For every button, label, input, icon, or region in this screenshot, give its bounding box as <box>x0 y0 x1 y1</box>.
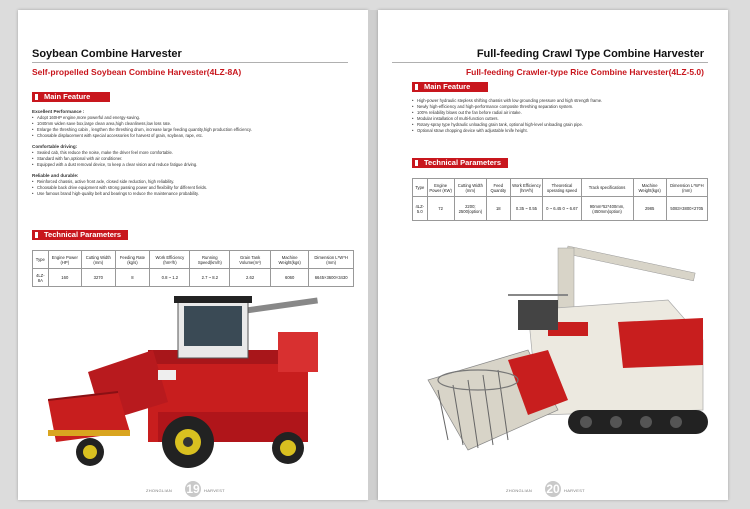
table-header-cell: Type <box>33 251 49 269</box>
table-cell: 0 ~ 6.45 0 ~ 6.67 <box>543 197 581 221</box>
table-header-cell: Theoretical operating speed <box>543 179 581 197</box>
technical-parameters-label: Technical Parameters <box>424 158 501 167</box>
feature-item: • Standard with fan,optional with air conditioner. <box>32 156 352 162</box>
table-cell: 0.35 ~ 0.55 <box>510 197 543 221</box>
table-cell: 90mm*52*400mm, (450mm(option) <box>581 197 633 221</box>
table-cell: 0.8 ~ 1.2 <box>150 269 190 287</box>
technical-parameters-header <box>32 230 128 240</box>
table-header-cell: Cutting Width (mm) <box>454 179 486 197</box>
feature-item: • Adopt 160HP engine,more powerful and energy-saving. <box>32 115 352 121</box>
brand-name: ZHONGLIAN <box>146 488 173 493</box>
table-header-cell: Dimension L*W*H (mm) <box>666 179 707 197</box>
page-subtitle: Self-propelled Soybean Combine Harvester(4LZ-8A) <box>32 67 242 77</box>
page-subtitle: Full-feeding Crawler-type Rice Combine Harvester(4LZ-5.0) <box>465 67 704 77</box>
section-marker-icon <box>35 232 38 238</box>
feature-item: • Newly high-efficiency and high-performance composite threshing separation system. <box>412 104 712 110</box>
main-feature-label: Main Feature <box>44 92 91 101</box>
table-header-cell: Dimension L*W*H (mm) <box>309 251 354 269</box>
table-header-cell: Engine Power (KW) <box>427 179 454 197</box>
binding-gap <box>368 10 378 500</box>
table-header-cell: Track specifications <box>581 179 633 197</box>
feature-item: • Equipped with a dust removal device, to keep a clear vision and reduce fatigue driving. <box>32 162 352 168</box>
table-cell: 2.62 <box>230 269 271 287</box>
spec-table <box>32 250 354 287</box>
table-cell: 2200; 2500(option) <box>454 197 486 221</box>
crawler-combine-harvester-image <box>418 240 718 460</box>
section-marker-icon <box>415 84 418 90</box>
feature-item: • 100% reliability blows out the fan before radial air intake. <box>412 110 712 116</box>
table-cell: 2985 <box>633 197 666 221</box>
table-cell: 2.7 ~ 8.2 <box>190 269 230 287</box>
main-feature-header <box>32 92 110 102</box>
table-header-cell: Cutting Width (mm) <box>82 251 116 269</box>
table-cell: 8 <box>115 269 150 287</box>
feature-list <box>412 98 712 134</box>
feature-item: • Choosable back drive equipment with strong passing power and flexibility for different fields. <box>32 185 352 191</box>
feature-list <box>32 108 352 197</box>
brand-footer <box>506 488 532 493</box>
brand-name: ZHONGLIAN <box>506 488 533 493</box>
table-cell: 5083×3800×2705 <box>666 197 707 221</box>
main-feature-header <box>412 82 488 92</box>
table-header-cell: Engine Power (HP) <box>48 251 81 269</box>
feature-item: • Optional straw chopping device with adjustable knife height. <box>412 128 712 134</box>
title-divider <box>392 62 708 63</box>
table-header-cell: Feeding Rate (kg/s) <box>115 251 150 269</box>
brand-footer-tail: HARVEST <box>204 488 225 493</box>
table-cell: 72 <box>427 197 454 221</box>
table-header-cell: Grain Tank Volume(m³) <box>230 251 271 269</box>
table-cell: 160 <box>48 269 81 287</box>
table-cell: 4LZ-5.0 <box>413 197 428 221</box>
page-number: 19 <box>186 482 200 496</box>
brand-footer <box>146 488 172 493</box>
wheeled-combine-harvester-image <box>48 292 338 472</box>
title-divider <box>32 62 348 63</box>
table-row <box>413 197 708 221</box>
page-title: Full-feeding Crawl Type Combine Harvester <box>476 48 704 60</box>
feature-item: • Reinforced chassis, active front axle, closed side reduction, high reliability. <box>32 179 352 185</box>
table-cell: 4LZ-8A <box>33 269 49 287</box>
table-row <box>33 269 354 287</box>
feature-heading: Reliable and durable: <box>32 173 79 178</box>
page-number: 20 <box>546 482 560 496</box>
table-header-cell: Work Efficiency (hm²/h) <box>150 251 190 269</box>
section-marker-icon <box>35 94 38 100</box>
technical-parameters-label: Technical Parameters <box>44 230 121 239</box>
table-header-row <box>413 179 708 197</box>
feature-item: • Choosable displacement with special accessories for harvest of grain, soybean, rape, etc. <box>32 133 352 139</box>
brand-footer-tail: HARVEST <box>564 488 585 493</box>
technical-parameters-header <box>412 158 508 168</box>
table-header-cell: Feed Quantity <box>487 179 511 197</box>
table-header-cell: Machine Weight(kgs) <box>271 251 309 269</box>
feature-item: • Enlarge the threshing cabin , lengthen the threshing drum, increase large feeding quantity,high production efficiency. <box>32 127 352 133</box>
section-marker-icon <box>415 160 418 166</box>
table-cell: 18 <box>487 197 511 221</box>
feature-item: • Rotary-spray type hydraulic unloading grain tank, optional high-level unloading grain pipe. <box>412 122 712 128</box>
feature-item: • 1040mm widen save box,large clean area,high cleanliness,low loss rate. <box>32 121 352 127</box>
left-page <box>18 10 368 500</box>
feature-heading: Comfortable driving: <box>32 144 78 149</box>
feature-item: • Modular installation of multi-function cutters. <box>412 116 712 122</box>
table-header-cell: Running Speed(km/h) <box>190 251 230 269</box>
table-header-row <box>33 251 354 269</box>
table-header-cell: Machine Weight(kgs) <box>633 179 666 197</box>
feature-item: • Sealed cab, this reduce the noise, make the driver feel more comfortable. <box>32 150 352 156</box>
page-title: Soybean Combine Harvester <box>32 48 182 60</box>
feature-item: • Use famous brand high-quality belt and bearings to reduce the maintenance probability. <box>32 191 352 197</box>
feature-item: • High-power hydraulic stepless shifting chassis with low grounding pressure and high strength frame. <box>412 98 712 104</box>
main-feature-label: Main Feature <box>424 82 471 91</box>
table-header-cell: Work Efficiency (hm²/h) <box>510 179 543 197</box>
table-header-cell: Type <box>413 179 428 197</box>
feature-heading: Excellent Performance : <box>32 109 85 114</box>
spec-table <box>412 178 708 221</box>
table-cell: 6060 <box>271 269 309 287</box>
table-cell: 6645×3600×3430 <box>309 269 354 287</box>
right-page <box>378 10 728 500</box>
table-cell: 3270 <box>82 269 116 287</box>
